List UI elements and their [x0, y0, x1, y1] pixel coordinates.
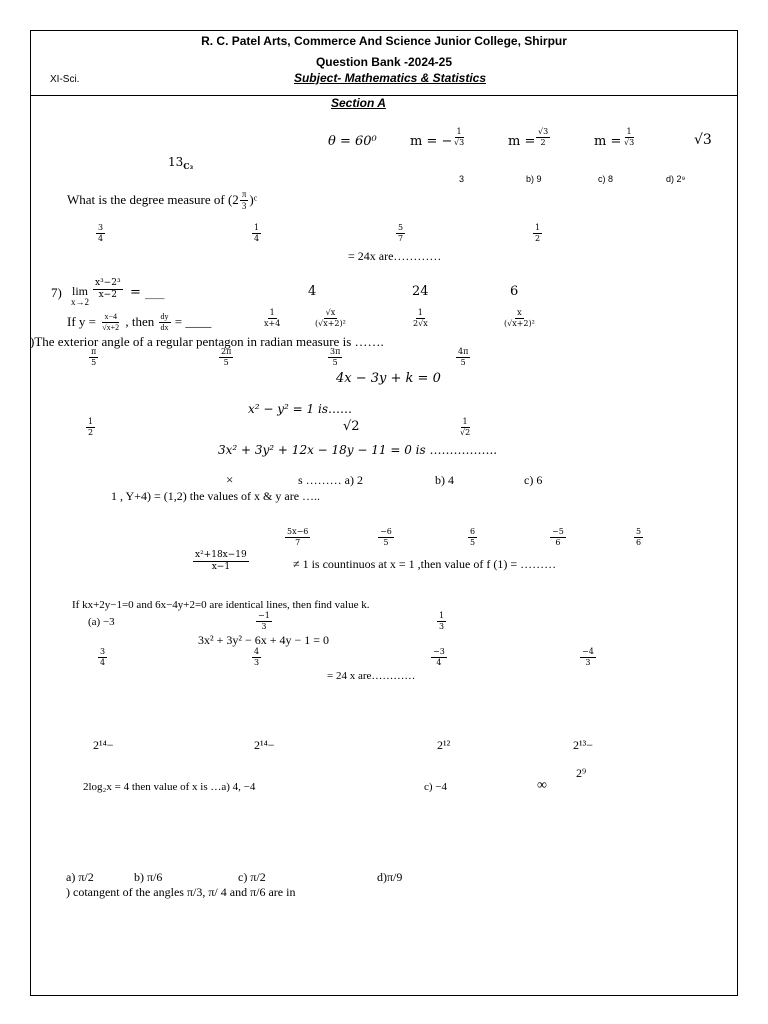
circle-2-option-1: $\frac{3}{4}$: [100, 647, 106, 668]
parabola-question: = 24x are…………: [348, 249, 442, 263]
hyperbola-option-c: $\frac{1}{√2}$: [460, 417, 471, 438]
combination-option-b: b) 9: [526, 174, 542, 184]
power-option-a: 2¹⁴−: [93, 738, 114, 752]
limit-fraction: $\frac{\text{x³−2³}}{x-2}$: [95, 278, 121, 301]
cross-option-b: b) 4: [435, 473, 454, 487]
ratio-option-2: $\frac{-6}{5}$: [380, 527, 392, 548]
angle-option-b: b) π/6: [134, 870, 163, 884]
circle-2-option-2: $\frac{4}{3}$: [254, 647, 260, 668]
degree-question: What is the degree measure of (2 $\frac{\pi}{3}$ )ᶜ: [67, 189, 258, 212]
ordered-pair-question: 1 , Y+4) = (1,2) the values of x & y are …..: [111, 489, 321, 503]
derivative-option-2: $\frac{√x}{\text{(√x+2)²}}$: [315, 308, 346, 329]
power-option-b: 2¹⁴−: [254, 738, 275, 752]
slope-2-lhs: m =: [508, 134, 536, 149]
college-name: R. C. Patel Arts, Commerce And Science Junior College, Shirpur: [201, 34, 567, 48]
hyperbola-option-b: √2: [343, 419, 360, 434]
hyperbola-option-a: $\frac{1}{2}$: [88, 417, 94, 438]
k-option-c: $\frac{1}{3}$: [439, 611, 445, 632]
ratio-option-5: $\frac{5}{6}$: [636, 527, 642, 548]
class-label: XI-Sci.: [50, 74, 80, 85]
identical-lines-question: If kx+2y−1=0 and 6x−4y+2=0 are identical lines, then find value k.: [72, 599, 370, 611]
ratio-option-3: $\frac{6}{5}$: [470, 527, 476, 548]
circle-2-option-3: $\frac{-3}{4}$: [433, 647, 445, 668]
theta-value: θ = 60⁰: [328, 134, 377, 149]
power-option-c: 2¹²: [437, 738, 451, 752]
slope-3-lhs: m =: [594, 134, 622, 149]
slope-1-fraction: $\frac{1}{√3}$: [454, 127, 465, 148]
fraction-option-1: $\frac{3}{4}$: [98, 223, 104, 244]
slope-1-lhs: m = −: [410, 134, 453, 149]
pentagon-option-3: $\frac{3\pi}{5}$: [330, 347, 341, 368]
k-option-b: $\frac{-1}{3}$: [258, 611, 270, 632]
log-option-c: c) −4: [424, 781, 447, 793]
circle-2-equation: 3x² + 3y² − 6x + 4y − 1 = 0: [198, 633, 330, 647]
circle-2-option-4: $\frac{-4}{3}$: [582, 647, 594, 668]
pentagon-question: )The exterior angle of a regular pentagon in radian measure is …….: [30, 334, 384, 349]
slope-3-fraction: $\frac{1}{√3}$: [624, 127, 635, 148]
combination-option-d: d) 2⁹: [666, 174, 686, 184]
question-bank-title: Question Bank -2024-25: [315, 55, 453, 69]
derivative-question: If y = $\frac{x-4}{√x+2}$ , then $\frac{dy}{dx}$ = ____: [67, 312, 212, 333]
limit-option-3: 6: [510, 284, 519, 299]
cotangent-question: ) cotangent of the angles π/3, π/ 4 and π/6 are in: [66, 885, 296, 899]
angle-option-a: a) π/2: [66, 870, 94, 884]
root-three: √3: [694, 132, 712, 148]
power-extra: 2⁹: [576, 766, 587, 780]
derivative-option-3: $\frac{1}{2√x}$: [413, 308, 428, 329]
limit-symbol: lim: [72, 284, 89, 298]
section-title: Section A: [331, 96, 386, 110]
derivative-option-4: $\frac{x}{\text{(√x+2)²}}$: [504, 308, 535, 329]
limit-rhs: = ___: [130, 285, 165, 300]
combination-option-c: c) 8: [598, 174, 614, 184]
combination-expression: $13_{C_3}$: [168, 155, 194, 171]
fraction-option-4: $\frac{1}{2}$: [535, 223, 541, 244]
slope-2-fraction: $\frac{√3}{2}$: [538, 127, 549, 148]
circle-question: 3x² + 3y² + 12x − 18y − 11 = 0 is ……………..: [218, 443, 498, 457]
fraction-option-3: $\frac{5}{7}$: [398, 223, 404, 244]
ratio-option-1: $\frac{5x-6}{7}$: [287, 527, 309, 548]
hyperbola-question: x² − y² = 1 is……: [248, 402, 352, 416]
log-question: 2log₂x = 4 then value of x is …a) 4, −4: [83, 781, 256, 793]
pentagon-option-4: $\frac{4\pi}{5}$: [458, 347, 469, 368]
continuity-fraction: $\frac{\text{x²+18x−19}}{x-1}$: [195, 550, 247, 573]
pentagon-option-1: $\frac{\pi}{5}$: [91, 347, 97, 368]
line-equation: 4x − 3y + k = 0: [336, 371, 441, 386]
limit-subscript: x→2: [71, 297, 89, 307]
q7-number: 7): [51, 285, 62, 300]
subject-title: Subject- Mathematics & Statistics: [293, 71, 487, 85]
k-option-a: (a) −3: [88, 616, 115, 628]
cross-option-c: c) 6: [524, 473, 543, 487]
angle-option-d: d)π/9: [377, 870, 403, 884]
cross-symbol: ×: [226, 472, 234, 487]
question-paper: [30, 30, 738, 996]
limit-option-1: 4: [308, 284, 317, 299]
log-option-d: ∞: [537, 778, 547, 793]
limit-option-2: 24: [412, 284, 429, 299]
pentagon-option-2: $\frac{2\pi}{5}$: [221, 347, 232, 368]
derivative-option-1: $\frac{1}{x+4}$: [264, 308, 281, 329]
angle-option-c: c) π/2: [238, 870, 266, 884]
cross-option-a: s ……… a) 2: [298, 473, 363, 487]
ratio-option-4: $\frac{-5}{6}$: [552, 527, 564, 548]
parabola-2-question: = 24 x are…………: [327, 670, 416, 682]
continuity-question: ≠ 1 is countinuos at x = 1 ,then value of f (1) = ………: [293, 557, 557, 571]
combination-option-a: 3: [459, 174, 465, 184]
power-option-d: 2¹³−: [573, 738, 593, 752]
fraction-option-2: $\frac{1}{4}$: [254, 223, 260, 244]
